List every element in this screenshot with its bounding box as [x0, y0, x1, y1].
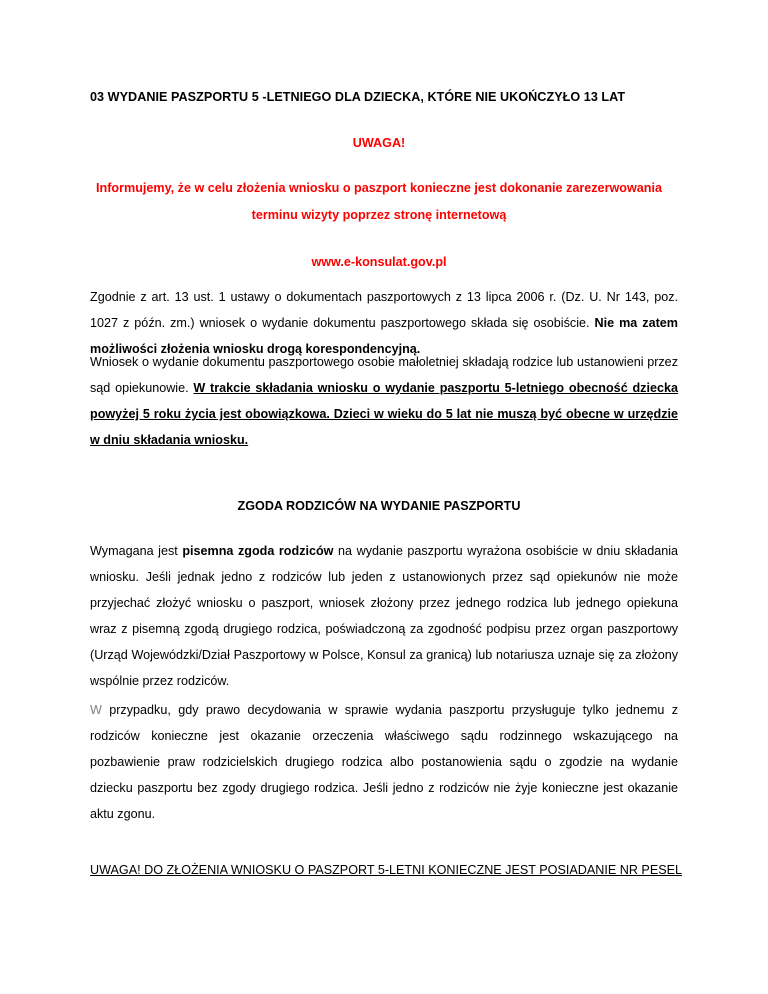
paragraph-parental-consent — [90, 538, 678, 694]
paragraph-bold-note: Nie ma zatem możliwości złożenia wniosku drogą korespondencyjną. — [90, 316, 678, 356]
website-link[interactable]: www.e-konsulat.gov.pl — [311, 255, 447, 269]
reservation-info: Informujemy, że w celu złożenia wniosku o paszport konieczne jest dokonanie zarezerwowania terminu wizyty poprzez stronę internetową — [96, 181, 662, 222]
paragraph-single-parent-rights — [90, 697, 678, 827]
section-heading-parental-consent: ZGODA RODZICÓW NA WYDANIE PASZPORTU — [237, 499, 521, 513]
pesel-requirement-note: UWAGA! DO ZŁOŻENIA WNIOSKU O PASZPORT 5-LETNI KONIECZNE JEST POSIADANIE NR PESEL — [90, 863, 683, 877]
paragraph-minor-application — [90, 349, 678, 453]
paragraph-text-rest: na wydanie paszportu wyrażona osobiście w dniu składania wniosku. Jeśli jednak jedno z rodziców lub jeden z ustanowionych przez sąd opiekunów nie może przyjechać złożyć wniosku o paszport, wniosek złożony przez jednego rodzica lub jednego opiekuna wraz z pisemną zgodą drugiego rodzica, poświadczoną za zgodność podpisu przez organ paszportowy (Urząd Wojewódzki/Dział Paszportowy w Polsce, Konsul za granicą) lub notariusza uznaje się za złożony wspólnie przez rodziców. — [90, 544, 679, 688]
paragraph-bold-consent: pisemna zgoda rodziców — [182, 544, 334, 558]
paragraph-child-presence-note: W trakcie składania wniosku o wydanie paszportu 5-letniego obecność dziecka powyżej 5 roku życia jest obowiązkowa. Dzieci w wieku do 5 lat nie muszą być obecne w urzędzie w dniu składania wniosku. — [90, 381, 678, 447]
warning-label: UWAGA! — [352, 136, 406, 150]
paragraph-first-letter: W — [90, 703, 102, 717]
paragraph-text-prefix: Wymagana jest — [90, 544, 183, 558]
paragraph-text-rest: przypadku, gdy prawo decydowania w sprawie wydania paszportu przysługuje tylko jednemu z rodziców konieczne jest okazanie orzeczenia właściwego sądu rodzinnego wskazującego na pozbawienie praw rodzicielskich drugiego rodzica albo postanowienia sądu o zgodzie na wydanie dziecku paszportu bez zgody drugiego rodzica. Jeśli jedno z rodziców nie żyje konieczne jest okazanie aktu zgonu. — [90, 703, 678, 821]
document-title: 03 WYDANIE PASZPORTU 5 -LETNIEGO DLA DZIECKA, KTÓRE NIE UKOŃCZYŁO 13 LAT — [90, 90, 626, 104]
paragraph-text: Wniosek o wydanie dokumentu paszportowego osobie małoletniej składają rodzice lub ustanowieni przez sąd opiekunowie. — [90, 355, 678, 395]
paragraph-text: Zgodnie z art. 13 ust. 1 ustawy o dokumentach paszportowych z 13 lipca 2006 r. (Dz. U. Nr 143, poz. 1027 z późn. zm.) wniosek o wydanie dokumentu paszportowego składa się osobiście. — [90, 290, 678, 330]
